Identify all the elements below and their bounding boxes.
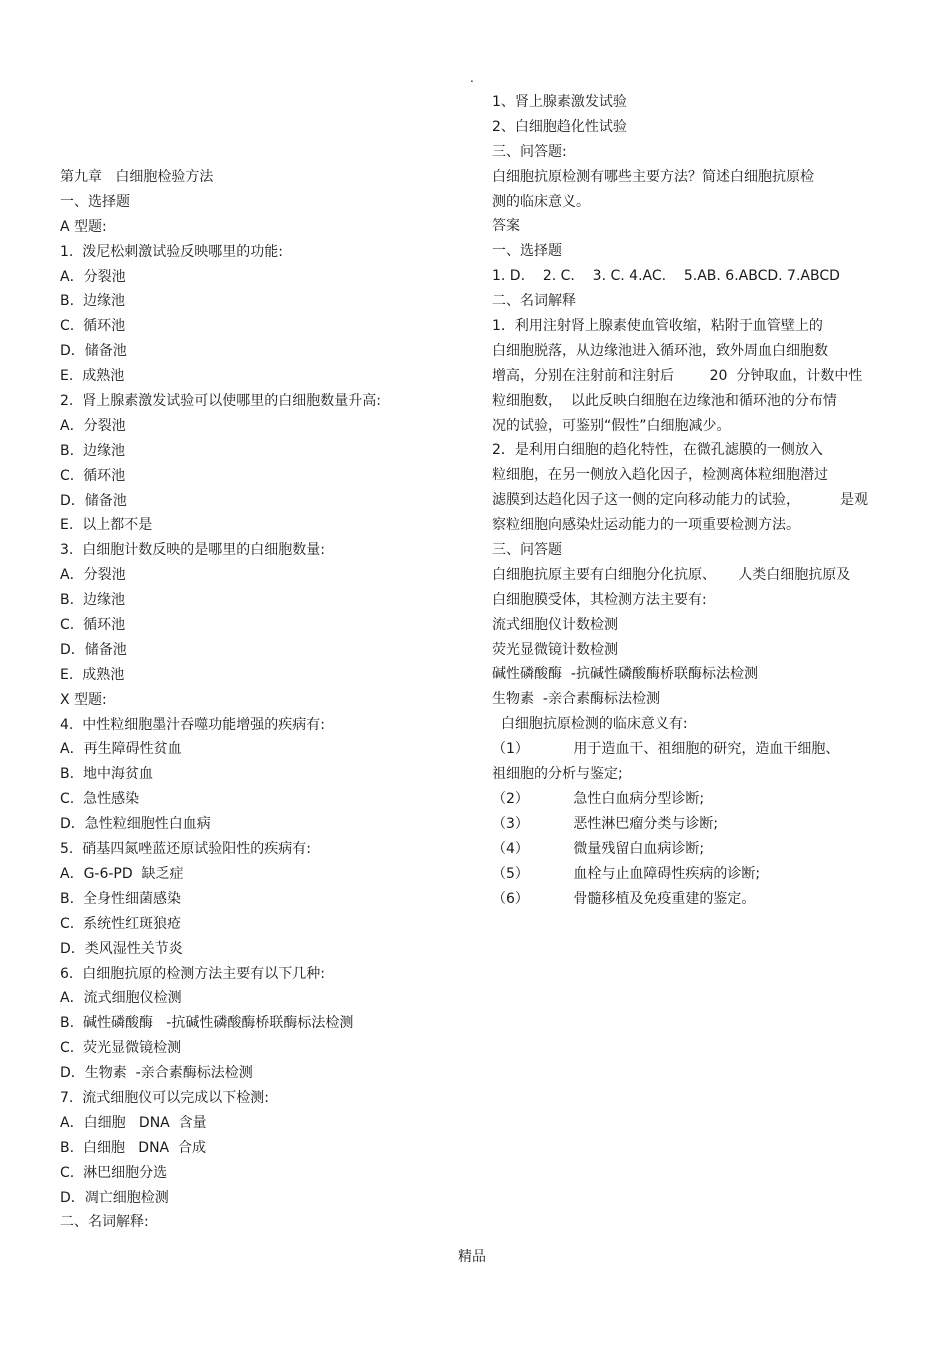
text-line: 白细胞抗原主要有白细胞分化抗原、 人类白细胞抗原及 xyxy=(492,566,851,583)
text-line: B. 边缘池 xyxy=(60,442,125,459)
text-line: 碱性磷酸酶 -抗碱性磷酸酶桥联酶标法检测 xyxy=(492,666,758,683)
text-line: 二、名词解释: xyxy=(60,1214,149,1231)
text-line: 滤膜到达趋化因子这一侧的定向移动能力的试验， 是观 xyxy=(492,492,869,509)
text-line: 7. 流式细胞仪可以完成以下检测: xyxy=(60,1089,269,1106)
text-line: （4） 微量残留白血病诊断; xyxy=(492,840,705,857)
text-line: 三、问答题 xyxy=(492,542,562,559)
text-line: A．流式细胞仪检测 xyxy=(60,990,182,1007)
text-line: C. 循环池 xyxy=(60,617,126,634)
text-line: 5. 硝基四氮唑蓝还原试验阳性的疾病有: xyxy=(60,841,311,858)
text-line: B. 地中海贫血 xyxy=(60,766,153,783)
text-line: D．凋亡细胞检测 xyxy=(60,1189,169,1206)
text-line: （6） 骨髓移植及免疫重建的鉴定。 xyxy=(492,890,756,907)
text-line: A 型题: xyxy=(60,218,107,235)
text-line: 1. 泼尼松刺激试验反映哪里的功能: xyxy=(60,243,283,260)
text-line: C. 循环池 xyxy=(60,318,126,335)
text-line: B. 全身性细菌感染 xyxy=(60,890,181,907)
text-line: E. 以上都不是 xyxy=(60,517,153,534)
text-line: 祖细胞的分析与鉴定; xyxy=(492,766,623,783)
text-line: 第九章 白细胞检验方法 xyxy=(60,169,214,185)
text-line: 白细胞抗原检测有哪些主要方法？简述白细胞抗原检 xyxy=(492,168,814,185)
text-line: B. 边缘池 xyxy=(60,592,125,609)
text-line: （3） 恶性淋巴瘤分类与诊断; xyxy=(492,815,719,832)
right-column xyxy=(492,90,912,911)
text-line: B. 边缘池 xyxy=(60,293,125,310)
text-line: 粒细胞数， 以此反映白细胞在边缘池和循环池的分布情 xyxy=(492,392,837,409)
text-line: （5） 血栓与止血障碍性疾病的诊断; xyxy=(492,865,761,882)
text-line: D．储备池 xyxy=(60,343,127,360)
text-line: 1．利用注射肾上腺素使血管收缩，粘附于血管壁上的 xyxy=(492,318,823,335)
text-line: D．类风湿性关节炎 xyxy=(60,940,183,957)
text-line: 6. 白细胞抗原的检测方法主要有以下几种: xyxy=(60,965,325,982)
text-line: 粒细胞，在另一侧放入趋化因子，检测离体粒细胞潜过 xyxy=(492,467,828,484)
text-line: C. 淋巴细胞分选 xyxy=(60,1164,168,1181)
text-line: 答案 xyxy=(492,218,520,235)
text-line: C. 急性感染 xyxy=(60,791,140,808)
text-line: 1、肾上腺素激发试验 xyxy=(492,94,627,110)
text-line: （1） 用于造血干、祖细胞的研究，造血干细胞、 xyxy=(492,741,840,758)
text-line: B. 白细胞 DNA 合成 xyxy=(60,1139,207,1156)
text-line: 况的试验，可鉴别“假性”白细胞减少。 xyxy=(492,417,731,434)
text-line: A．分裂池 xyxy=(60,268,126,285)
text-line: E. 成熟池 xyxy=(60,666,125,683)
text-line: D．急性粒细胞性白血病 xyxy=(60,816,211,833)
text-line: 生物素 -亲合素酶标法检测 xyxy=(492,691,660,708)
text-line: 白细胞膜受体，其检测方法主要有: xyxy=(492,591,707,608)
text-line: 流式细胞仪计数检测 xyxy=(492,616,618,633)
text-line: 荧光显微镜计数检测 xyxy=(492,641,618,658)
text-line: 4. 中性粒细胞墨汁吞噬功能增强的疾病有: xyxy=(60,716,325,733)
text-line: C. 荧光显微镜检测 xyxy=(60,1040,182,1057)
text-line: C. 循环池 xyxy=(60,467,126,484)
text-line: 2．是利用白细胞的趋化特性，在微孔滤膜的一侧放入 xyxy=(492,442,823,459)
text-line: B. 碱性磷酸酶 -抗碱性磷酸酶桥联酶标法检测 xyxy=(60,1015,354,1032)
text-line: D．储备池 xyxy=(60,641,127,658)
text-line: 一、选择题 xyxy=(60,193,130,210)
text-line: X 型题: xyxy=(60,691,107,708)
text-line: 测的临床意义。 xyxy=(492,193,590,210)
text-line: C. 系统性红斑狼疮 xyxy=(60,915,182,932)
text-line: A．分裂池 xyxy=(60,417,126,434)
text-line: A．分裂池 xyxy=(60,567,126,584)
text-line: 白细胞抗原检测的临床意义有: xyxy=(492,716,688,733)
footer-label: 精品 xyxy=(458,1249,486,1265)
text-line: 3. 白细胞计数反映的是哪里的白细胞数量: xyxy=(60,542,325,559)
text-line: 一、选择题 xyxy=(492,243,562,260)
text-line: 察粒细胞向感染灶运动能力的一项重要检测方法。 xyxy=(492,517,800,534)
text-line: 增高，分别在注射前和注射后 20 分钟取血，计数中性 xyxy=(492,367,863,384)
text-line: （2） 急性白血病分型诊断; xyxy=(492,790,705,807)
text-line: A．白细胞 DNA 含量 xyxy=(60,1114,207,1131)
text-line: 三、问答题: xyxy=(492,143,567,160)
text-line: 2、白细胞趋化性试验 xyxy=(492,118,627,135)
text-line: 2. 肾上腺素激发试验可以使哪里的白细胞数量升高: xyxy=(60,393,381,410)
text-line: A．G-6-PD 缺乏症 xyxy=(60,865,184,882)
text-line: D．储备池 xyxy=(60,492,127,509)
header-mark: . xyxy=(470,71,474,85)
text-line: 二、名词解释 xyxy=(492,293,576,310)
left-column xyxy=(60,165,470,1235)
text-line: 1. D. 2. C. 3. C. 4.AC. 5.AB. 6.ABCD. 7.ABCD xyxy=(492,268,840,285)
text-line: A．再生障碍性贫血 xyxy=(60,741,182,758)
text-line: D．生物素 -亲合素酶标法检测 xyxy=(60,1065,253,1082)
text-line: 白细胞脱落，从边缘池进入循环池，致外周血白细胞数 xyxy=(492,342,828,359)
text-line: E. 成熟池 xyxy=(60,368,125,385)
